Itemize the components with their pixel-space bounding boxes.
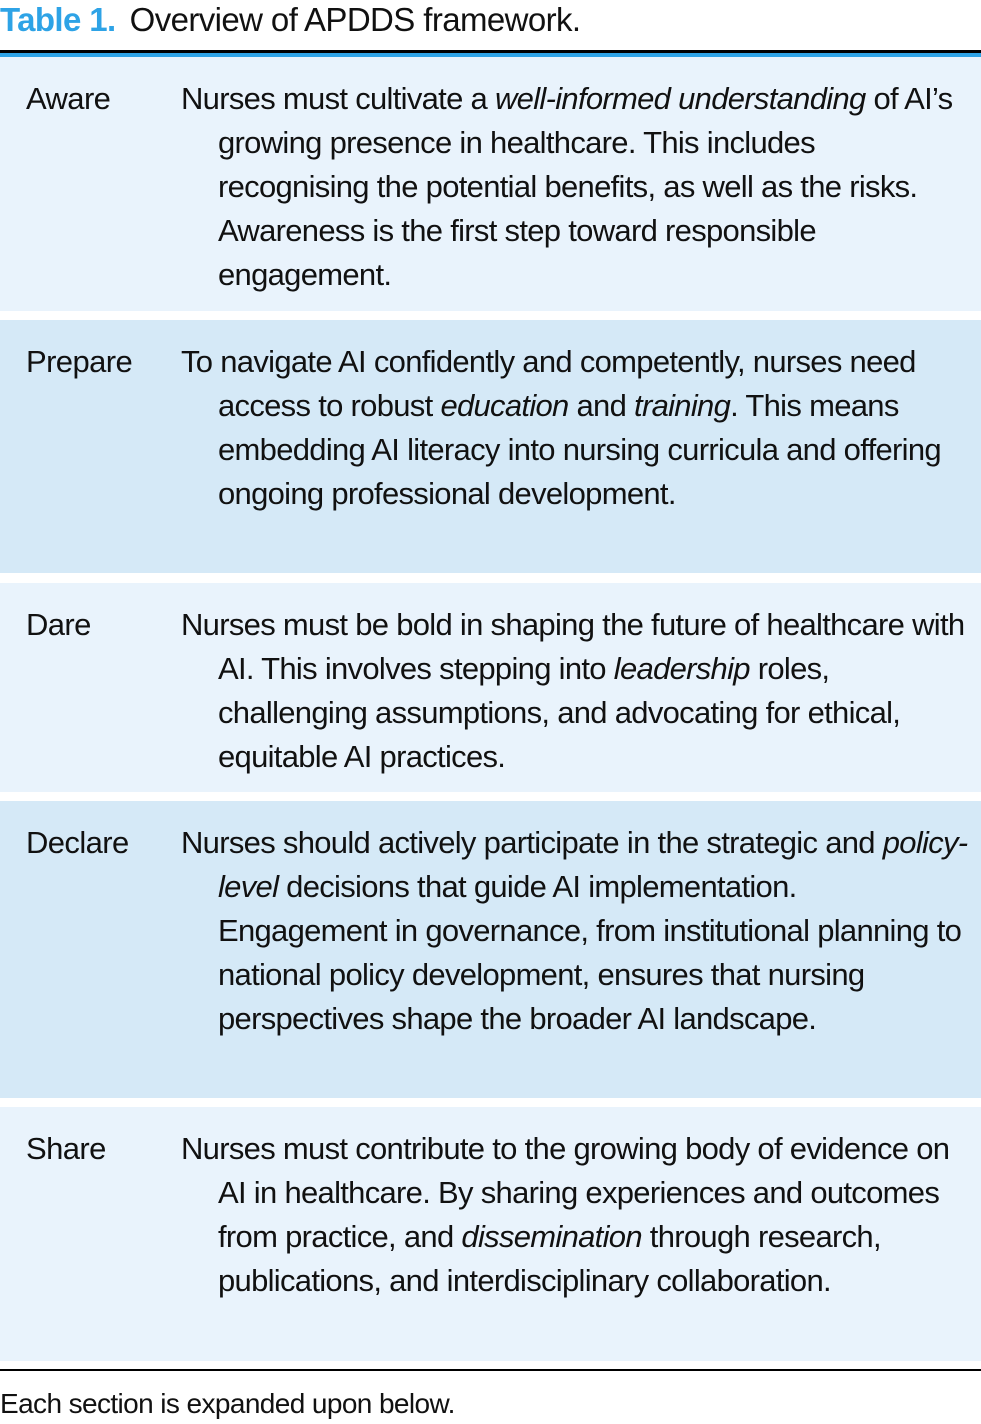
row-term: Share (26, 1131, 106, 1166)
row-description (181, 603, 971, 779)
desc-segment: and (568, 388, 635, 423)
desc-emphasis: education (440, 388, 569, 423)
desc-emphasis: policy-level (218, 825, 968, 904)
table-footnote: Each section is expanded upon below. (0, 1388, 455, 1419)
table-label: Table 1. (0, 1, 116, 38)
bottom-rule (0, 1369, 981, 1371)
desc-emphasis: well-informed understanding (494, 81, 866, 116)
desc-segment: Nurses should actively participate in the strategic and (181, 825, 883, 860)
row-term: Declare (26, 825, 129, 860)
desc-segment: Nurses must be bold in shaping the future of healthcare with AI. This involves stepping into (181, 607, 965, 686)
desc-segment: decisions that guide AI implementation. Engagement in governance, from institutional planning to national policy development, ensures that nursing perspectives shape the broader AI landscape. (218, 869, 962, 1036)
table-row-declare (0, 801, 981, 1098)
desc-segment: Nurses must cultivate a (181, 81, 495, 116)
table-row-aware (0, 57, 981, 311)
table-caption (0, 0, 580, 44)
row-term: Aware (26, 81, 111, 116)
row-description (181, 77, 971, 297)
desc-segment: of AI’s growing presence in healthcare. This includes recognising the potential benefits, as well as the risks. Awareness is the first step toward responsible engagement. (218, 81, 953, 292)
table-row-share (0, 1107, 981, 1361)
row-description (181, 340, 971, 516)
row-term: Dare (26, 607, 91, 642)
desc-segment: roles, challenging assumptions, and advocating for ethical, equitable AI practices. (218, 651, 901, 774)
row-description (181, 1127, 971, 1303)
row-description (181, 821, 971, 1041)
desc-emphasis: training (634, 388, 731, 423)
table-caption-text: Overview of APDDS framework. (129, 1, 581, 38)
row-term: Prepare (26, 344, 133, 379)
table-row-dare (0, 583, 981, 792)
desc-segment: through research, publications, and interdisciplinary collaboration. (218, 1219, 881, 1298)
desc-emphasis: leadership (613, 651, 750, 686)
desc-segment: Nurses must contribute to the growing body of evidence on AI in healthcare. By sharing experiences and outcomes from practice, and (181, 1131, 950, 1254)
desc-emphasis: dissemination (461, 1219, 642, 1254)
desc-segment: To navigate AI confidently and competently, nurses need access to robust (181, 344, 916, 423)
desc-segment: . This means embedding AI literacy into nursing curricula and offering ongoing professional development. (218, 388, 941, 511)
table-row-prepare (0, 320, 981, 573)
